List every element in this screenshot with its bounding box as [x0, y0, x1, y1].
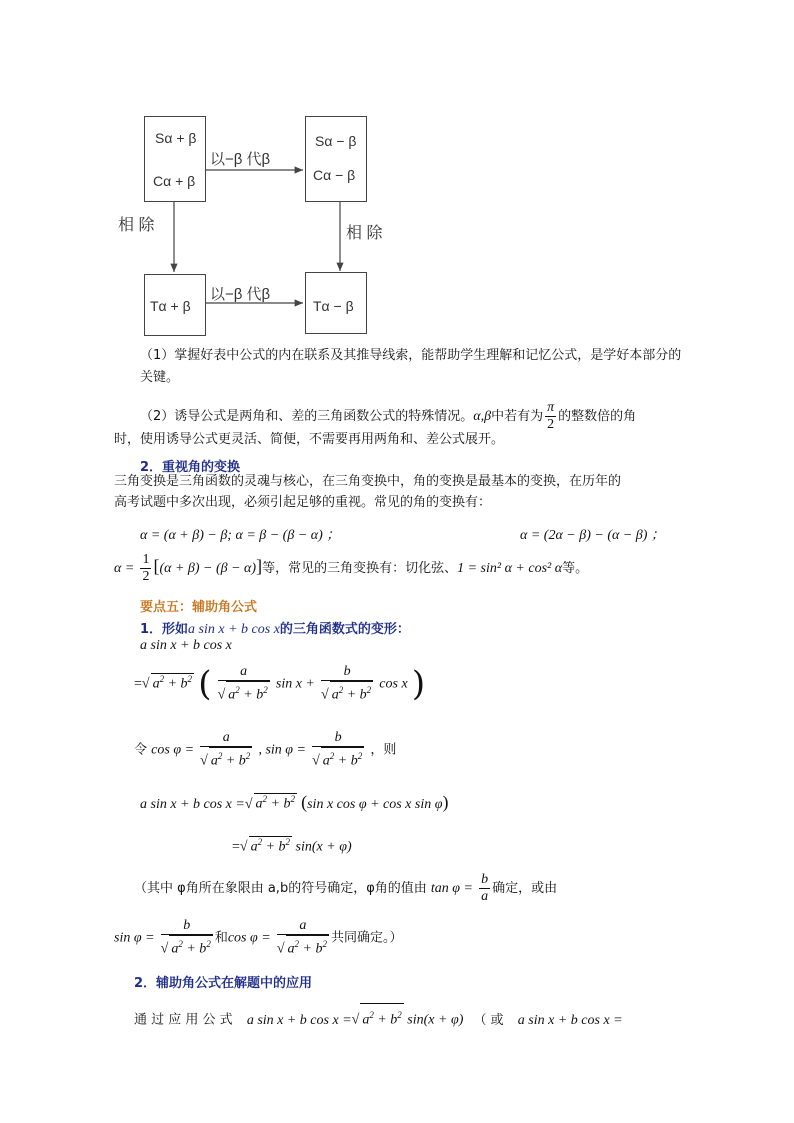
section-2-heading: 2．重视角的变换 [140, 460, 241, 475]
eq3-identity: 1 = sin² α + cos² α [457, 561, 563, 576]
p2-text-b: 中若有为 [491, 409, 544, 424]
box-tl-line1: Sα + β [155, 130, 197, 146]
note-line-2: sin φ = $\frac{b}{√ a^2 + b^2}$ 和cos φ = $\frac{a}{√ a^2 + b^2}$ 共同确定。） [114, 918, 403, 957]
diagram-arrows [0, 0, 794, 340]
arrow-left-label: 相 除 [118, 217, 155, 234]
box-diff-sc [305, 116, 367, 202]
arrow-bottom-label: 以−β 代β [210, 286, 271, 303]
arrow-right-label: 相 除 [346, 225, 383, 242]
let-eq: 令 cos φ = $\frac{a}{√ a^2 + b^2}$ , sin φ = $\frac{b}{√ a^2 + b^2}$ ，则 [134, 730, 397, 769]
last-line: 通 过 应 用 公 式 a sin x + b cos x =√ $a^2 + b^2$ sin(x + φ) （ 或 a sin x + b cos x = [134, 1003, 623, 1032]
arrow-top-label: 以−β 代β [210, 151, 271, 168]
box-tl-line2: Cα + β [153, 173, 196, 189]
point-5-sub2: 2．辅助角公式在解题中的应用 [134, 976, 313, 991]
eq3-end: 等。 [562, 561, 589, 576]
paragraph-1: （1）掌握好表中公式的内在联系及其推导线索，能帮助学生理解和记忆公式，是学好本部分的关键。 [140, 348, 682, 385]
p2-text-a: （2）诱导公式是两角和、差的三角函数公式的特殊情况。 [140, 409, 474, 424]
box-tr-line2: Cα − β [313, 167, 356, 183]
note-line-1: （其中 φ角所在象限由 a,b的符号确定，φ角的值由 tan φ = $\frac{b}{a}$ 确定，或由 [134, 872, 558, 904]
section-2-body-1: 三角变换是三角函数的灵魂与核心，在三角变换中，角的变换是最基本的变换，在历年的 [114, 474, 622, 489]
point-5-heading: 要点五：辅助角公式 [140, 600, 258, 615]
angle-eq-3: α = $\frac{1}{2}$ [(α + β) − (β − α)]等，常见的三角变换有：切化弦、1 = sin² α + cos² α等。 [114, 552, 589, 584]
paragraph-2-cont: 时，使用诱导公式更灵活、简便，不需要再用两角和、差公式展开。 [114, 432, 505, 447]
point-5-sub1: 1．形如a sin x + b cos x的三角函数式的变形： [140, 622, 410, 637]
aux-eq-1: a sin x + b cos x =√ $a^2 + b^2$ (sin x cos φ + cos x sin φ) [140, 792, 449, 812]
p2-vars: α,β [473, 409, 492, 424]
section-2-body-2: 高考试题中多次出现，必须引起足够的重视。常见的角的变换有： [114, 495, 492, 510]
box-sum-sc [144, 116, 206, 202]
aux-eq-2: =√ $a^2 + b^2$ sin(x + φ) [232, 837, 352, 855]
expr-line: a sin x + b cos x [140, 638, 232, 653]
pi-over-2: $\frac{\pi}{2}$ [547, 400, 555, 432]
angle-eq-2: α = (2α − β) − (α − β) ； [520, 528, 665, 543]
p2-text-c: 的整数倍的角 [558, 409, 637, 424]
eq3-tail: 等，常见的三角变换有：切化弦、 [262, 561, 458, 576]
box-tr-line1: Sα − β [315, 133, 357, 149]
angle-eq-1: α = (α + β) − β; α = β − (β − α) ； [140, 528, 341, 543]
expand-eq: =√ $a^2 + b^2$ ( $\frac{a}{√ a^2 + b^2}$ sin x + $\frac{b}{√ a^2 + b^2}$ cos x ) [134, 664, 426, 704]
box-br-line1: Tα − β [313, 298, 354, 314]
box-bl-line1: Tα + β [150, 298, 191, 314]
